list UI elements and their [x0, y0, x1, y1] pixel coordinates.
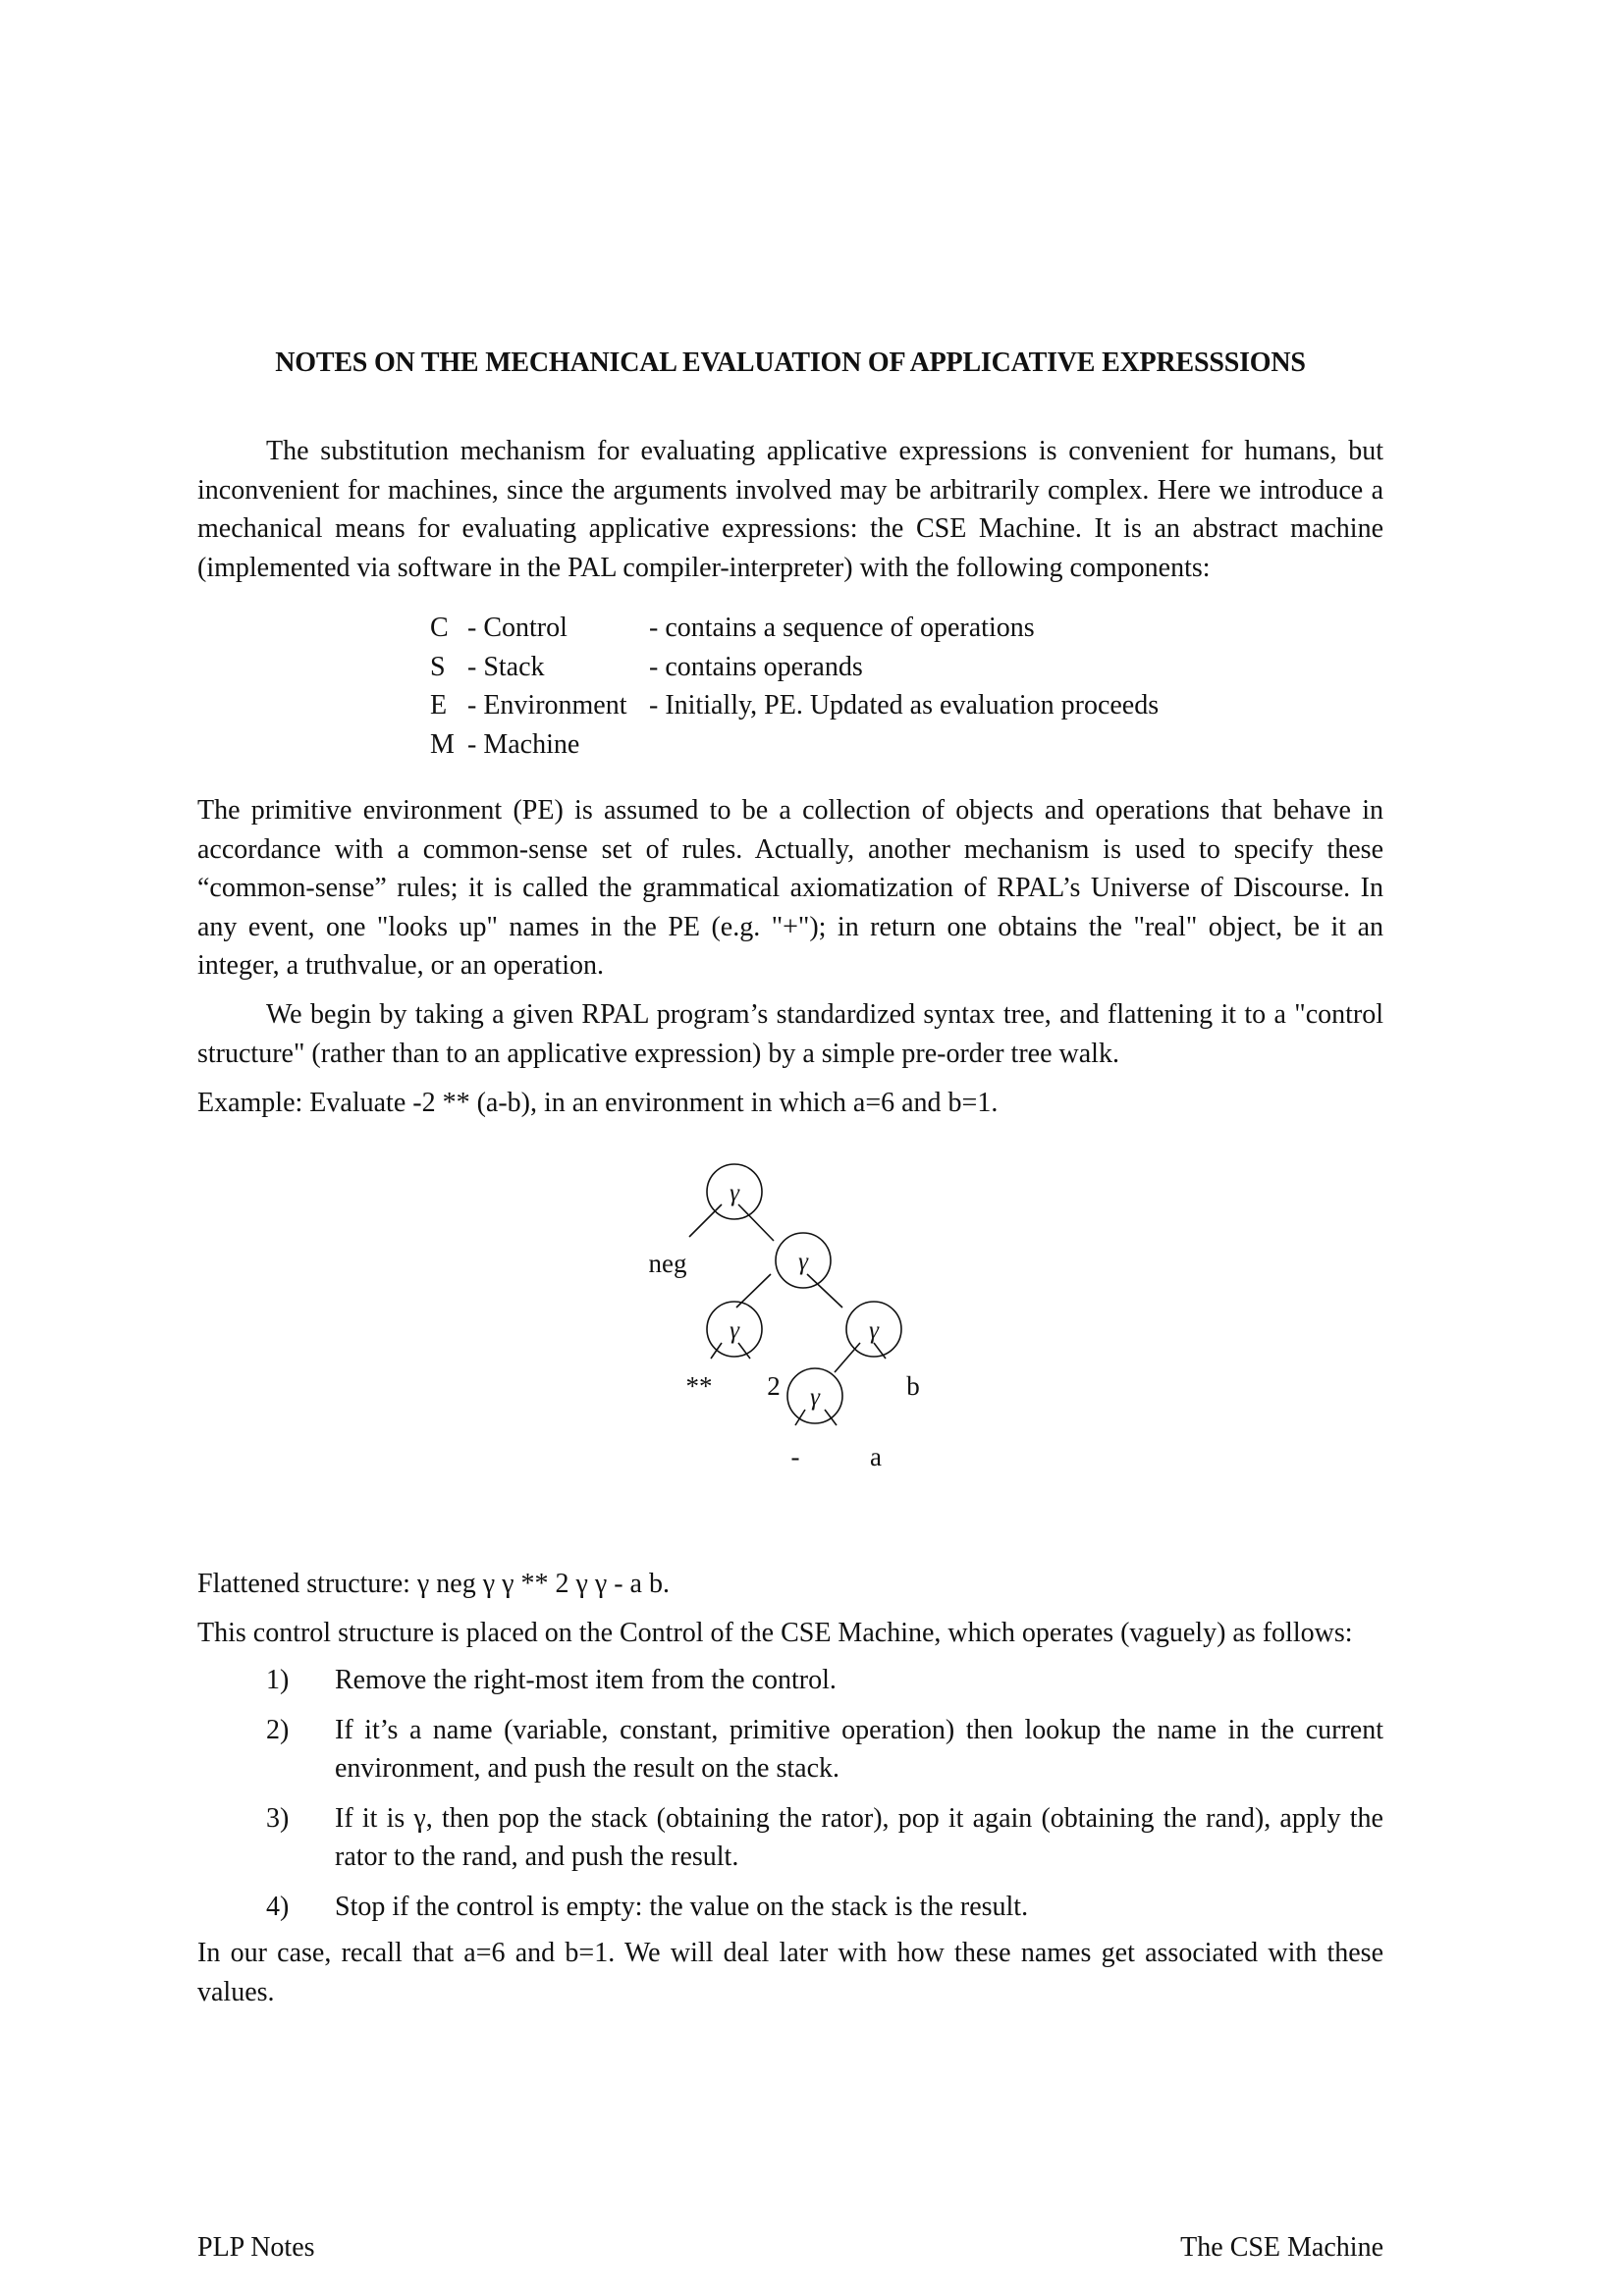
example-line: Example: Evaluate -2 ** (a-b), in an environment in which a=6 and b=1. [197, 1088, 999, 1118]
tree-leaf: - [790, 1442, 800, 1471]
tree-leaf: neg [648, 1249, 687, 1278]
tree-edge [807, 1274, 842, 1308]
component-name: - Stack [467, 651, 545, 682]
component-key: M [430, 728, 455, 760]
component-key: S [430, 651, 446, 682]
component-key: C [430, 613, 449, 643]
component-row [430, 725, 1159, 765]
component-name: - Environment [467, 690, 627, 721]
component-desc [649, 725, 1159, 765]
tree-node-label: γ [798, 1249, 808, 1275]
control-intro-line: This control structure is placed on the Control of the CSE Machine, which operates (vaguely) as follows: [197, 1618, 1353, 1648]
step-text: Remove the right-most item from the control. [335, 1665, 837, 1695]
steps-list [197, 1661, 1383, 1937]
tree-node-label: γ [730, 1180, 739, 1206]
tree-leaf: a [870, 1442, 882, 1471]
component-row [430, 609, 1159, 648]
step-number: 3) [266, 1802, 290, 1834]
list-item [197, 1661, 1383, 1700]
footer-right: The CSE Machine [1180, 2232, 1383, 2263]
begin-paragraph: We begin by taking a given RPAL program’s standardized syntax tree, and flattening it to a "control structure" (rather than to an applicative expression) by a simple pre-order tree walk. [197, 999, 1383, 1069]
step-number: 4) [266, 1891, 290, 1922]
step-number: 1) [266, 1665, 290, 1695]
component-row [430, 686, 1159, 725]
component-name: - Machine [467, 728, 580, 760]
tree-node-label: γ [730, 1317, 739, 1344]
list-item [197, 1888, 1383, 1927]
closing-paragraph: In our case, recall that a=6 and b=1. We will deal later with how these names get associated with these values. [197, 1938, 1383, 2007]
tree-leaf: 2 [767, 1371, 781, 1401]
step-text: Stop if the control is empty: the value on the stack is the result. [335, 1891, 1029, 1922]
syntax-tree-diagram [628, 1158, 962, 1492]
component-desc: - contains a sequence of operations [649, 613, 1035, 643]
tree-node-label: γ [810, 1384, 820, 1411]
page-title: NOTES ON THE MECHANICAL EVALUATION OF APPLICATIVE EXPRESSSIONS [275, 347, 1306, 378]
flattened-line: Flattened structure: γ neg γ γ ** 2 γ γ - a b. [197, 1569, 670, 1599]
tree-node-label: γ [869, 1317, 879, 1344]
component-desc: - Initially, PE. Updated as evaluation proceeds [649, 690, 1160, 721]
component-desc: - contains operands [649, 651, 863, 682]
components-table [430, 609, 1159, 764]
intro-paragraph: The substitution mechanism for evaluating applicative expressions is convenient for humans, but inconvenient for machines, since the arguments involved may be arbitrarily complex. Here we introduce a mechanical means for evaluating applicative expressions: the CSE Machine. It is an abstract machine (implemented via software in the PAL compiler-interpreter) with the following components: [197, 436, 1383, 583]
component-key: E [430, 690, 448, 721]
tree-leaf: b [906, 1371, 920, 1401]
component-name: - Control [467, 613, 568, 643]
tree-leaf: ** [685, 1371, 713, 1401]
list-item [197, 1799, 1383, 1877]
tree-edge [835, 1343, 860, 1372]
step-text: If it’s a name (variable, constant, primitive operation) then lookup the name in the current environment, and push the result on the stack. [335, 1714, 1383, 1784]
step-text: If it is γ, then pop the stack (obtaining the rator), pop it again (obtaining the rand), apply the rator to the rand, and push the result. [335, 1802, 1383, 1872]
step-number: 2) [266, 1714, 290, 1745]
list-item [197, 1711, 1383, 1789]
tree-edge [689, 1204, 722, 1237]
pe-paragraph: The primitive environment (PE) is assumed to be a collection of objects and operations that behave in accordance with a common-sense set of rules. Actually, another mechanism is used to specify these “common-sense” rules; it is called the grammatical axiomatization of RPAL’s Universe of Discourse. In any event, one "looks up" names in the PE (e.g. "+"); in return one obtains the "real" object, be it an integer, a truthvalue, or an operation. [197, 795, 1383, 981]
footer-left: PLP Notes [197, 2232, 315, 2263]
component-row [430, 648, 1159, 687]
